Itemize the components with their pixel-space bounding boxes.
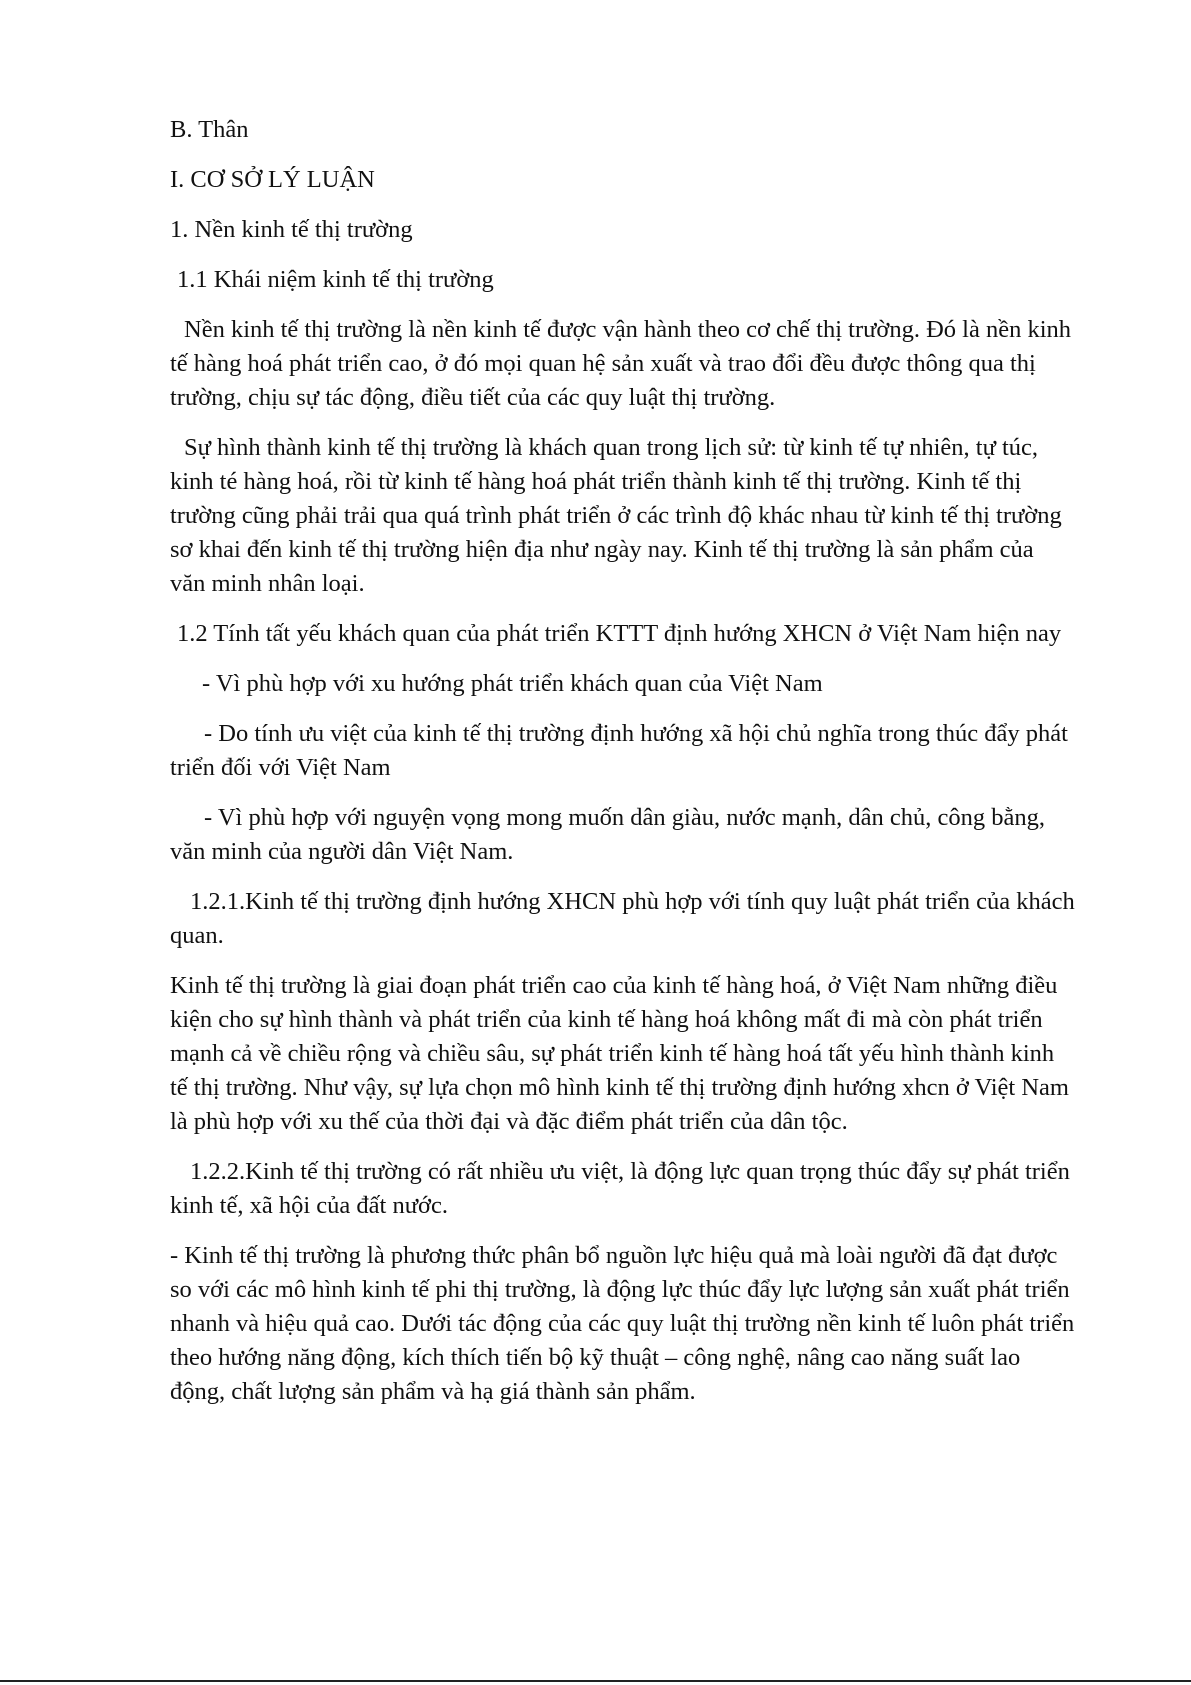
document-body bbox=[170, 113, 1075, 1425]
paragraph-formation: Sự hình thành kinh tế thị trường là khách quan trong lịch sử: từ kinh tế tự nhiên, tự túc, kinh té hàng hoá, rồi từ kinh tế hàng hoá phát triển thành kinh tế thị trường. Kinh tế thị trường cũng phải trải qua quá trình phát triển ở các trình độ khác nhau từ kinh tế thị trường sơ khai đến kinh tế thị trường hiện địa như ngày nay. Kinh tế thị trường là sản phẩm của văn minh nhân loại. bbox=[170, 434, 1062, 597]
bullet-item-2: - Do tính ưu việt của kinh tế thị trường định hướng xã hội chủ nghĩa trong thúc đẩy phát triển đối với Việt Nam bbox=[170, 720, 1068, 781]
heading-1: 1. Nền kinh tế thị trường bbox=[170, 216, 413, 243]
bullet-item-3: - Vì phù hợp với nguyện vọng mong muốn dân giàu, nước mạnh, dân chủ, công bằng, văn minh của người dân Việt Nam. bbox=[170, 804, 1046, 865]
section-heading-b: B. Thân bbox=[170, 116, 249, 143]
paragraph-1-2-1: Kinh tế thị trường là giai đoạn phát triển cao của kinh tế hàng hoá, ở Việt Nam những điều kiện cho sự hình thành và phát triển của kinh tế hàng hoá không mất đi mà còn phát triển mạnh cả về chiều rộng và chiều sâu, sự phát triển kinh tế hàng hoá tất yếu hình thành kinh tế thị trường. Như vậy, sự lựa chọn mô hình kinh tế thị trường định hướng xhcn ở Việt Nam là phù hợp với xu thế của thời đại và đặc điểm phát triển của dân tộc. bbox=[170, 972, 1069, 1135]
chapter-heading-1: I. CƠ SỞ LÝ LUẬN bbox=[170, 166, 375, 193]
paragraph-definition: Nền kinh tế thị trường là nền kinh tế được vận hành theo cơ chế thị trường. Đó là nền kinh tế hàng hoá phát triển cao, ở đó mọi quan hệ sản xuất và trao đổi đều được thông qua thị trường, chịu sự tác động, điều tiết của các quy luật thị trường. bbox=[170, 316, 1072, 411]
bullet-item-1: - Vì phù hợp với xu hướng phát triển khách quan của Việt Nam bbox=[202, 670, 823, 697]
heading-1-2-1: 1.2.1.Kinh tế thị trường định hướng XHCN phù hợp với tính quy luật phát triển của khách quan. bbox=[170, 888, 1075, 949]
heading-1-1: 1.1 Khái niệm kinh tế thị trường bbox=[177, 266, 494, 293]
paragraph-1-2-2: - Kinh tế thị trường là phương thức phân bổ nguồn lực hiệu quả mà loài người đã đạt được so với các mô hình kinh tế phi thị trường, là động lực thúc đẩy lực lượng sản xuất phát triển nhanh và hiệu quả cao. Dưới tác động của các quy luật thị trường nền kinh tế luôn phát triển theo hướng năng động, kích thích tiến bộ kỹ thuật – công nghệ, nâng cao năng suất lao động, chất lượng sản phẩm và hạ giá thành sản phẩm. bbox=[170, 1242, 1075, 1405]
heading-1-2: 1.2 Tính tất yếu khách quan của phát triển KTTT định hướng XHCN ở Việt Nam hiện nay bbox=[177, 620, 1062, 647]
heading-1-2-2: 1.2.2.Kinh tế thị trường có rất nhiều ưu việt, là động lực quan trọng thúc đẩy sự phát triển kinh tế, xã hội của đất nước. bbox=[170, 1158, 1070, 1219]
page-bottom-rule bbox=[0, 1680, 1191, 1682]
